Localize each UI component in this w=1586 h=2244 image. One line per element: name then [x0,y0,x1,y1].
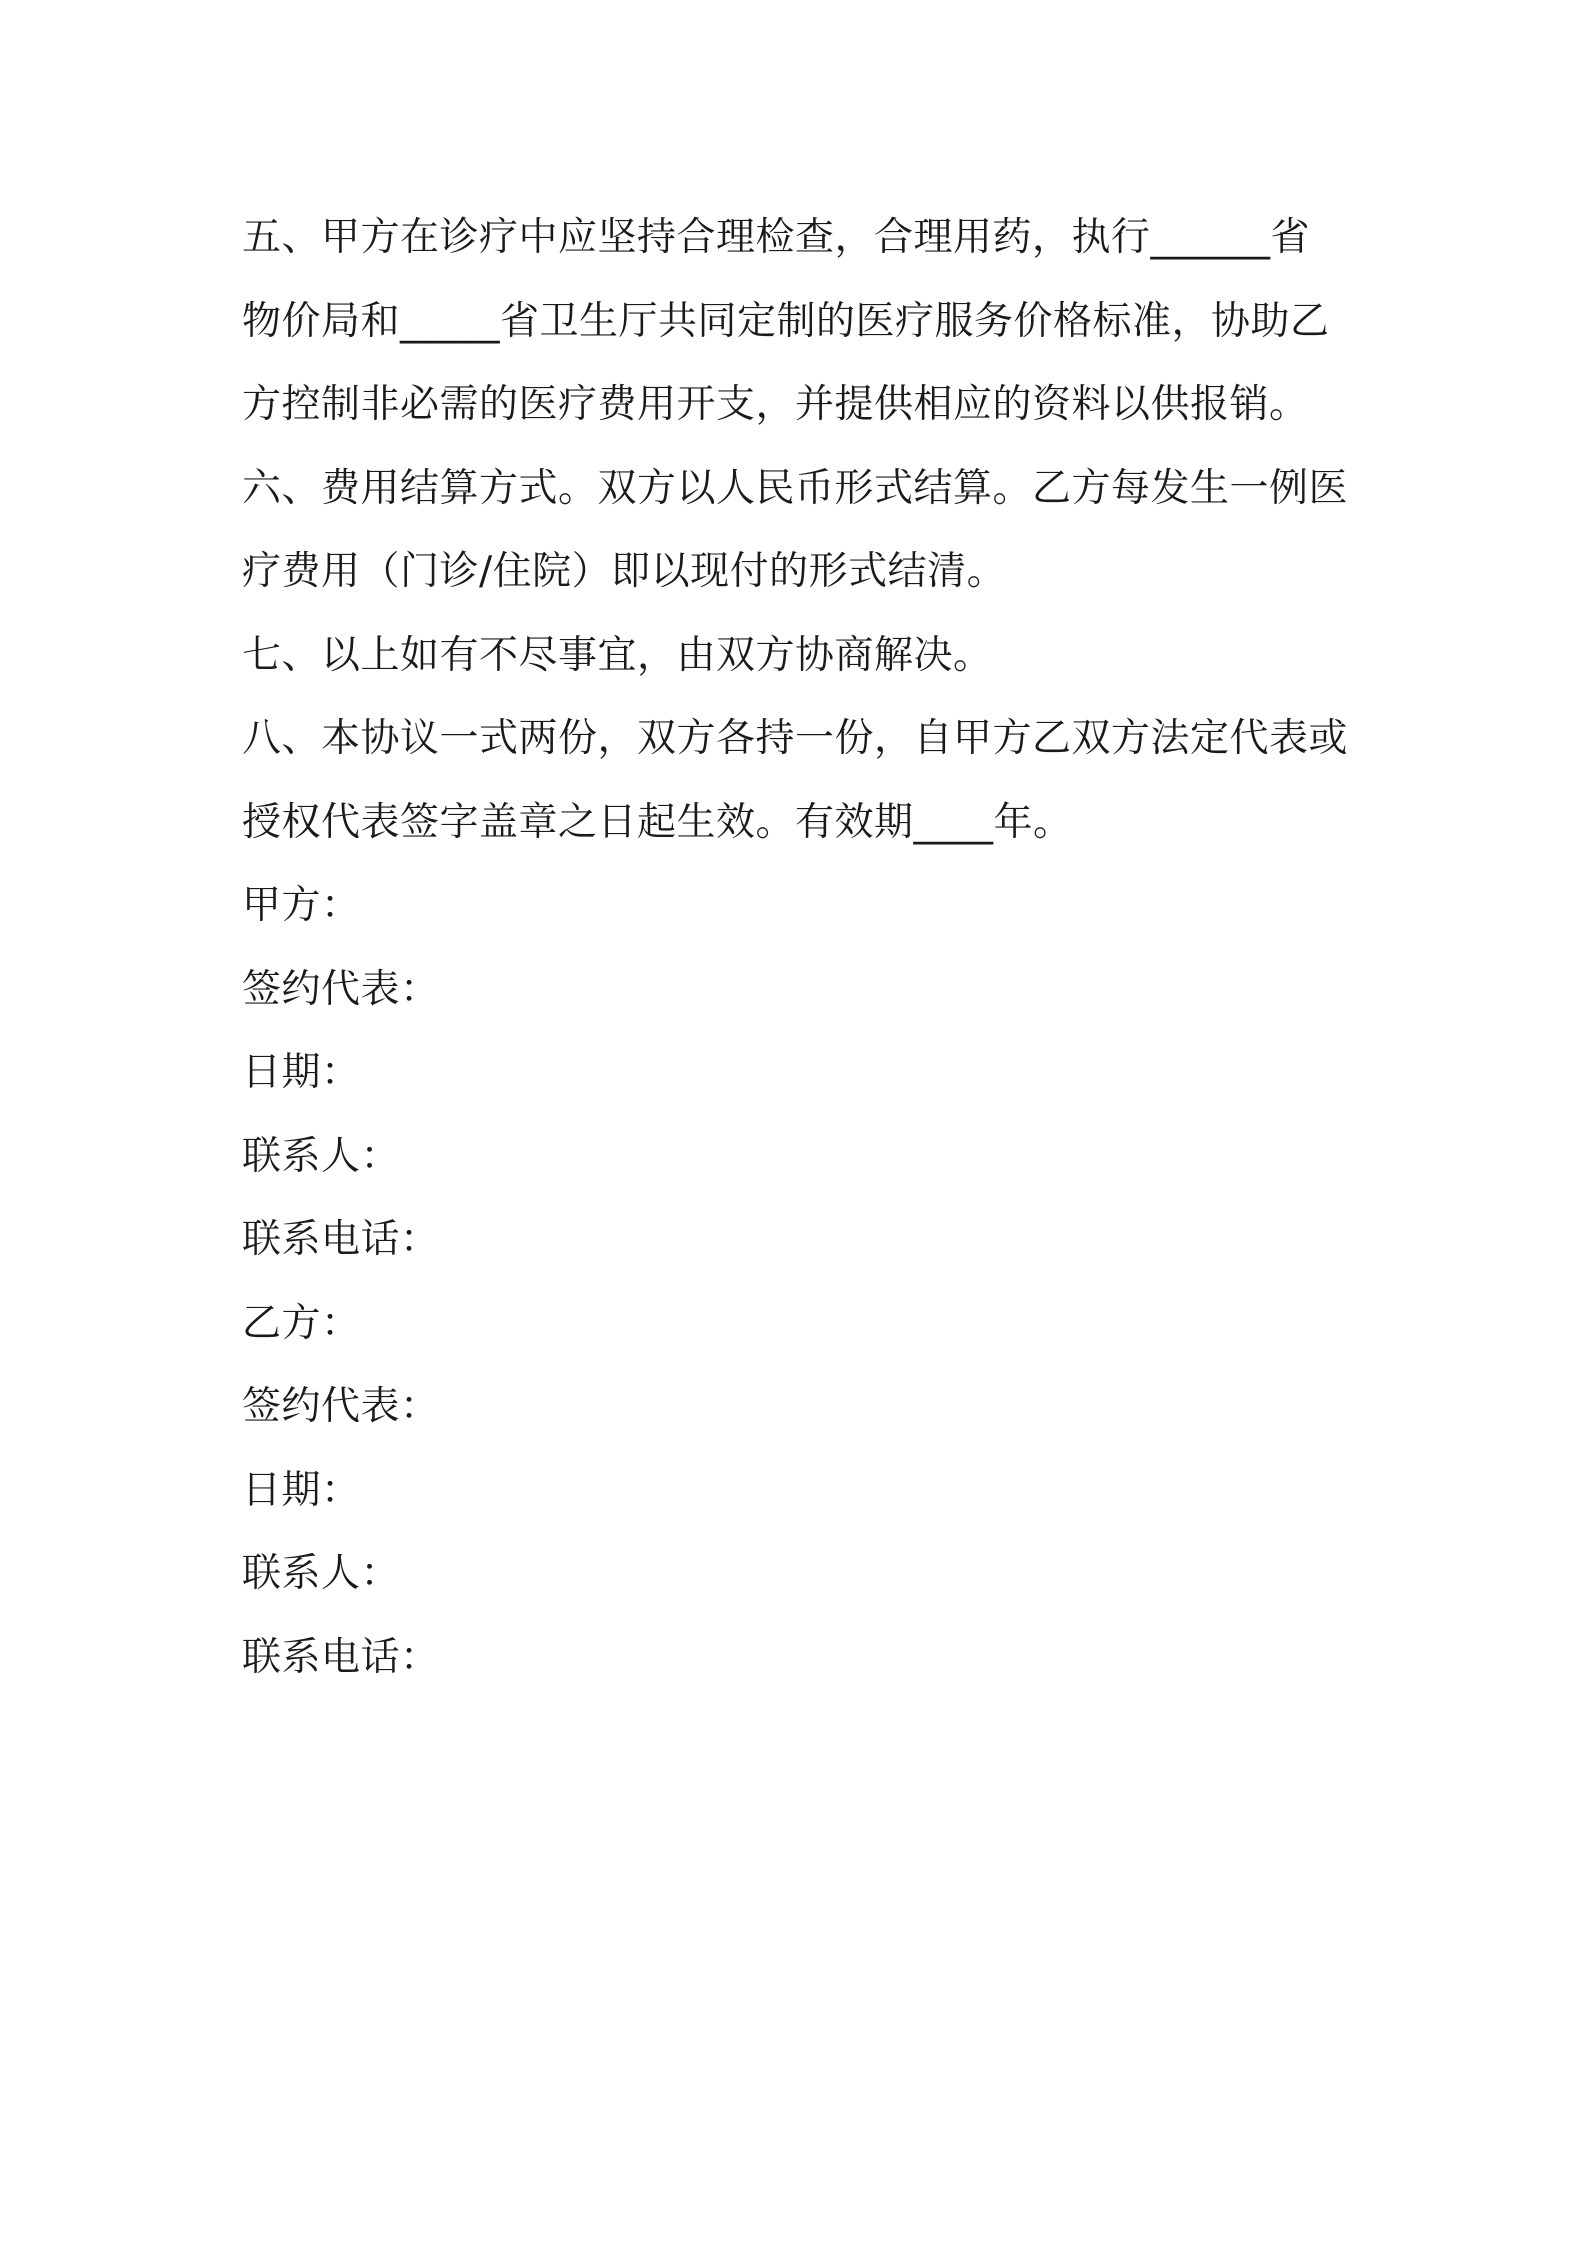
clause-five [242,196,1362,447]
party-a-label: 甲方： [242,883,361,928]
party-b-signature-block [242,1282,1362,1700]
party-b-signatory-label: 签约代表： [242,1384,440,1429]
clause-six [242,447,1362,614]
clause-eight [242,697,1362,864]
clause-seven-line-1: 七、以上如有不尽事宜，由双方协商解决。 [242,632,993,678]
clause-six-line-1: 六、费用结算方式。双方以人民币形式结算。乙方每发生一例医 [242,465,1349,511]
clause-five-line-1: 五、甲方在诊疗中应坚持合理检查，合理用药，执行______省 [242,215,1311,260]
party-a-signature-block [242,864,1362,1282]
clause-five-line-3: 方控制非必需的医疗费用开支，并提供相应的资料以供报销。 [242,382,1309,427]
document-body [242,196,1362,1699]
party-a-contact-label: 联系人： [242,1133,401,1179]
clause-seven [242,614,1362,698]
party-a-signatory-label: 签约代表： [242,966,440,1012]
clause-eight-line-1: 八、本协议一式两份，双方各持一份，自甲方乙双方法定代表或 [242,716,1349,761]
clause-eight-line-2: 授权代表签字盖章之日起生效。有效期____年。 [242,799,1073,845]
clause-five-line-2: 物价局和_____省卫生厅共同定制的医疗服务价格标准，协助乙 [242,298,1330,344]
party-a-date-label: 日期： [242,1050,361,1095]
party-b-label: 乙方： [242,1300,361,1346]
party-b-contact-label: 联系人： [242,1551,401,1596]
party-b-phone-label: 联系电话： [242,1634,440,1680]
clause-six-line-2: 疗费用（门诊/住院）即以现付的形式结清。 [242,549,1007,594]
party-b-date-label: 日期： [242,1467,361,1513]
party-a-phone-label: 联系电话： [242,1217,440,1262]
